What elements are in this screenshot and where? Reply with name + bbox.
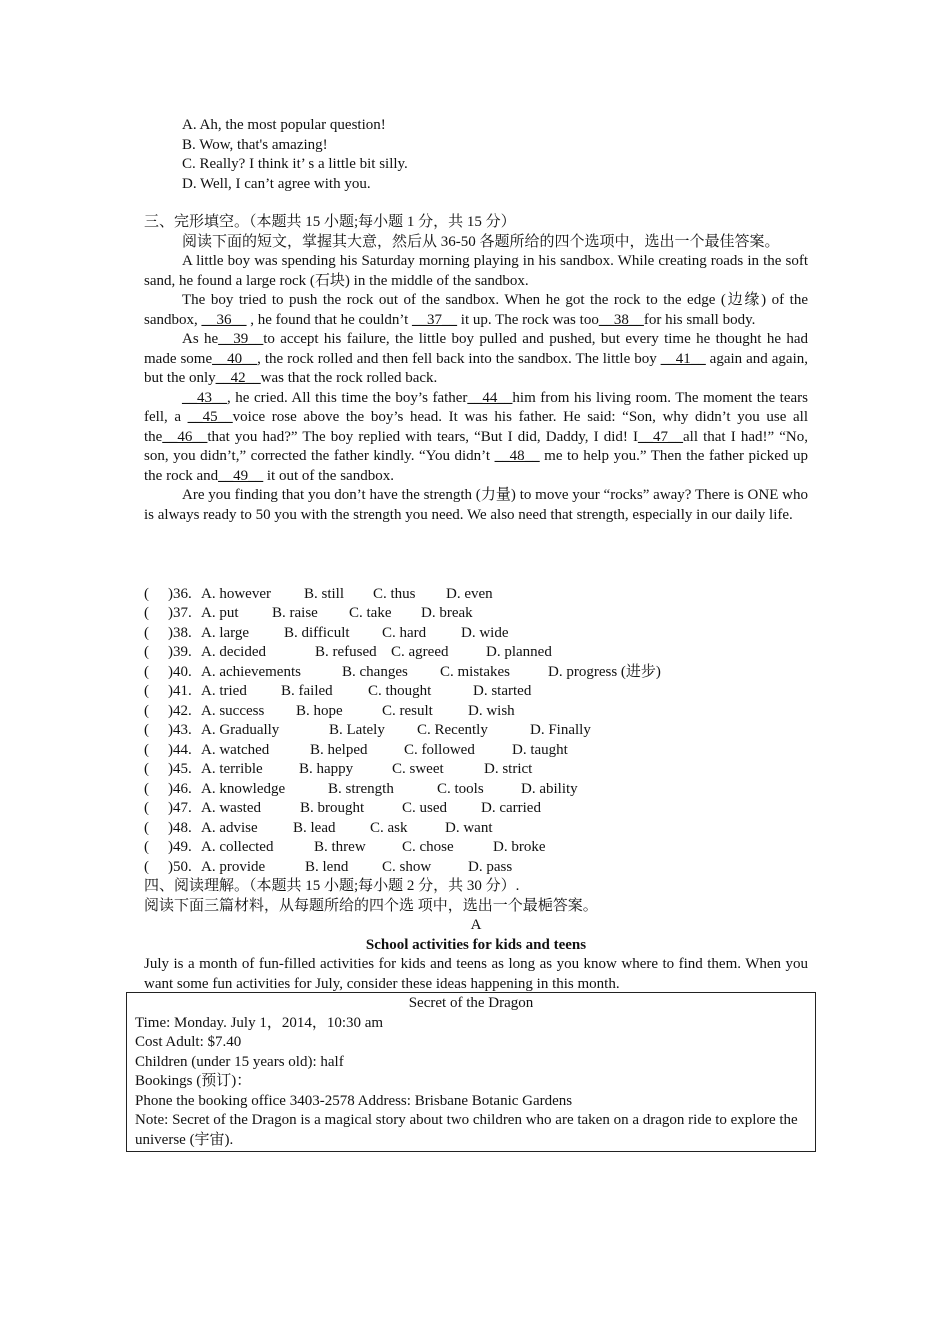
option-a: A. knowledge (201, 780, 286, 797)
option-b: B. hope (296, 702, 343, 719)
option-b: B. helped (310, 741, 368, 758)
option-a: A. decided (201, 644, 266, 660)
section-4-instruction: 阅读下面三篇材料，从每题所给的四个选 项中，选出一个最梔答案。 (144, 897, 598, 914)
prev-option-c: C. Really? I think it’ s a little bit silly. (182, 156, 408, 172)
question-number: )50. (168, 858, 192, 875)
option-c: C. thought (368, 683, 432, 699)
answer-paren: ( (144, 741, 149, 758)
text: that you had?” The boy replied with tears, “But I did, Daddy, I did! I (207, 428, 638, 445)
question-number: )45. (168, 761, 192, 777)
blank-38: __38__ (598, 311, 644, 328)
option-c: C. result (382, 702, 433, 719)
question-number: )46. (168, 780, 192, 797)
blank-40: __40__ (212, 350, 258, 367)
option-b: B. failed (281, 683, 333, 699)
reading-title: School activities for kids and teens (365, 936, 587, 953)
question-number: )39. (168, 644, 192, 660)
answer-paren: ( (144, 624, 149, 641)
option-d: D. ability (521, 780, 578, 797)
text: voice rose above the boy’s head. It was his father. He said: “Son, why didn’t you use all the (144, 409, 808, 445)
text: it out of the sandbox. (263, 467, 394, 484)
option-c: C. take (349, 605, 392, 621)
option-a: A. advise (201, 819, 258, 836)
question-number: )40. (168, 663, 192, 680)
option-a: A. put (201, 605, 239, 621)
text: him from his living room. The moment the tears fell, a (144, 389, 808, 425)
answer-paren: ( (144, 663, 149, 680)
option-b: B. raise (272, 605, 318, 621)
question-number: )41. (168, 683, 192, 699)
option-b: B. threw (314, 839, 366, 855)
option-b: B. Lately (329, 722, 385, 738)
question-number: )49. (168, 839, 192, 855)
option-b: B. changes (342, 663, 408, 680)
option-d: D. carried (481, 800, 541, 816)
option-d: D. Finally (530, 722, 591, 738)
option-d: D. strict (484, 761, 533, 777)
option-a: A. watched (201, 741, 270, 758)
passage-paragraph-3 (144, 330, 808, 389)
blank-36: __36__ (201, 311, 247, 328)
option-d: D. wish (468, 702, 515, 719)
option-d: D. planned (486, 644, 552, 660)
option-d: D. even (446, 585, 493, 602)
text: to accept his failure, the little boy pulled and pushed, but every time he thought he had made some (144, 331, 809, 367)
option-b: B. lead (293, 819, 336, 836)
option-c: C. show (382, 858, 432, 875)
passage-paragraph-5: Are you finding that you don’t have the strength (力量) to move your “rocks” away? There is ONE who is always ready to 50 you with the strength you need. We also need that strength, especially in our daily life. (144, 487, 808, 523)
blank-39: __39__ (218, 331, 264, 347)
answer-paren: ( (144, 839, 149, 855)
prev-option-d: D. Well, I can’t agree with you. (182, 175, 371, 192)
option-a: A. wasted (201, 800, 261, 816)
blank-44: __44__ (467, 389, 513, 406)
answer-paren: ( (144, 683, 149, 699)
question-number: )48. (168, 819, 192, 836)
text: it up. The rock was too (457, 311, 599, 328)
section-4-heading: 四、阅读理解。（本题共 15 小题;每小题 2 分，共 30 分）. (144, 878, 520, 894)
blank-41: __41__ (660, 350, 706, 367)
event-phone-address: Phone the booking office 3403-2578 Address: Brisbane Botanic Gardens (135, 1092, 573, 1109)
option-a: A. large (201, 624, 250, 641)
answer-paren: ( (144, 858, 149, 875)
text: , the rock rolled and then fell back into the sandbox. The little boy (257, 350, 661, 367)
prev-option-a: A. Ah, the most popular question! (182, 117, 386, 133)
text: , he cried. All this time the boy’s father (227, 389, 468, 406)
question-number: )36. (168, 585, 192, 602)
blank-48: __48__ (494, 448, 540, 464)
blank-42: __42__ (215, 370, 261, 386)
option-c: C. thus (373, 585, 416, 602)
event-cost: Cost Adult: $7.40 (135, 1034, 242, 1050)
answer-paren: ( (144, 800, 149, 816)
cloze-section (144, 213, 808, 525)
text: As he (182, 331, 219, 347)
answer-paren: ( (144, 644, 149, 660)
option-c: C. mistakes (440, 663, 510, 680)
option-d: D. broke (493, 839, 546, 855)
option-b: B. difficult (284, 624, 350, 641)
option-b: B. happy (299, 761, 354, 777)
option-b: B. still (304, 585, 345, 602)
option-c: C. followed (404, 741, 475, 758)
blank-47: __47__ (638, 428, 683, 445)
part-label: A (470, 917, 482, 933)
option-d: D. taught (512, 741, 568, 758)
option-c: C. used (402, 800, 447, 816)
section-3-heading: 三、完形填空。（本题共 15 小题;每小题 1 分，共 15 分） (144, 214, 516, 230)
answer-paren: ( (144, 780, 149, 797)
question-number: )47. (168, 800, 192, 816)
option-d: D. pass (468, 858, 513, 875)
question-number: )37. (168, 605, 192, 621)
answer-paren: ( (144, 605, 149, 621)
text: all that I had!” “No, son, you didn’t,” corrected the father kindly. “You didn’t (144, 428, 808, 464)
option-d: D. wide (461, 624, 509, 641)
passage-paragraph-2 (144, 291, 808, 330)
option-d: D. break (421, 605, 473, 621)
blank-43: __43__ (182, 389, 227, 406)
option-c: C. ask (370, 819, 408, 836)
answer-paren: ( (144, 761, 149, 777)
option-a: A. collected (201, 839, 274, 855)
option-d: D. started (473, 683, 532, 699)
event-children-price: Children (under 15 years old): half (135, 1053, 344, 1070)
text: , he found that he couldn’t (246, 311, 413, 328)
option-c: C. hard (382, 624, 427, 641)
option-a: A. success (201, 702, 265, 719)
question-number: )44. (168, 741, 192, 758)
question-number: )42. (168, 702, 192, 719)
prev-option-b: B. Wow, that's amazing! (182, 136, 328, 153)
question-number: )43. (168, 722, 192, 738)
event-info-box (126, 992, 816, 1152)
option-a: A. provide (201, 858, 266, 875)
option-b: B. strength (328, 780, 394, 797)
text: me to help you.” Then the father picked up the rock and (144, 448, 808, 484)
event-bookings: Bookings (预订)： (135, 1073, 252, 1089)
option-a: A. terrible (201, 761, 263, 777)
option-c: C. Recently (417, 722, 488, 738)
text: again and again, but the only (144, 350, 808, 386)
blank-45: __45__ (187, 409, 233, 425)
answer-paren: ( (144, 702, 149, 719)
answer-paren: ( (144, 722, 149, 738)
event-title: Secret of the Dragon (408, 995, 534, 1011)
blank-37: __37__ (412, 311, 458, 328)
event-time: Time: Monday. July 1，2014，10:30 am (135, 1014, 384, 1031)
option-b: B. refused (315, 644, 377, 660)
option-a: A. however (201, 585, 271, 602)
section-3-instruction: 阅读下面的短文，掌握其大意，然后从 36-50 各题所给的四个选项中，选出一个最佳答案。 (182, 233, 780, 250)
option-a: A. Gradually (201, 722, 280, 738)
option-b: B. lend (305, 858, 349, 875)
option-d: D. progress (进步) (548, 663, 661, 680)
text: The boy tried to push the rock out of the sandbox. When he got the rock to the edge (边缘) of the sandbox, (144, 292, 808, 328)
question-number: )38. (168, 624, 192, 641)
option-a: A. tried (201, 683, 247, 699)
option-d: D. want (445, 819, 493, 836)
answer-paren: ( (144, 585, 149, 602)
option-c: C. sweet (392, 761, 444, 777)
reading-intro: July is a month of fun-filled activities for kids and teens as long as you know where to find them. When you want some fun activities for July, consider these ideas happening in this month. (144, 956, 808, 992)
blank-46: __46__ (162, 428, 208, 445)
answer-paren: ( (144, 819, 149, 836)
blank-49: __49__ (218, 467, 264, 484)
option-c: C. chose (402, 839, 454, 855)
option-c: C. agreed (391, 644, 449, 660)
event-note: Note: Secret of the Dragon is a magical story about two children who are taken on a dragon ride to explore the universe (宇宙). (135, 1112, 798, 1148)
option-a: A. achievements (201, 663, 301, 680)
passage-paragraph-4 (144, 389, 808, 487)
passage-paragraph-1: A little boy was spending his Saturday morning playing in his sandbox. While creating roads in the soft sand, he found a large rock (石块) in the middle of the sandbox. (144, 253, 808, 289)
text: for his small body. (643, 311, 756, 328)
option-c: C. tools (437, 780, 484, 797)
option-b: B. brought (300, 800, 365, 816)
text: was that the rock rolled back. (260, 370, 438, 386)
